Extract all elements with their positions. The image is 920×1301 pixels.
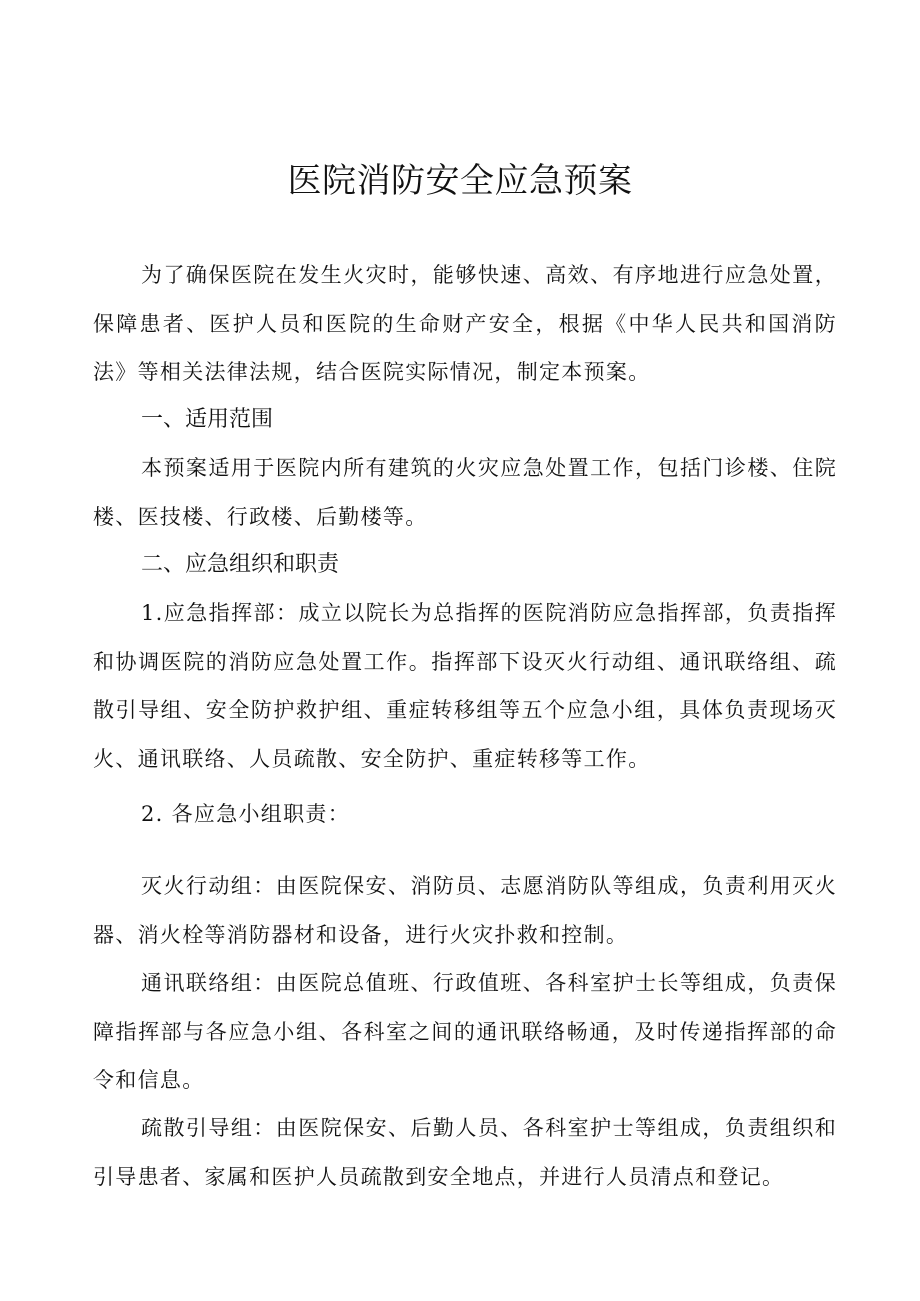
communication-group-paragraph: 通讯联络组：由医院总值班、行政值班、各科室护士长等组成，负责保障指挥部与各应急小组、各科室之间的通讯联络畅通，及时传递指挥部的命令和信息。	[93, 971, 837, 1092]
scope-paragraph: 本预案适用于医院内所有建筑的火灾应急处置工作，包括门诊楼、住院楼、医技楼、行政楼、后勤楼等。	[93, 456, 837, 529]
document-title: 医院消防安全应急预案	[287, 161, 633, 201]
intro-paragraph: 为了确保医院在发生火灾时，能够快速、高效、有序地进行应急处置，保障患者、医护人员和医院的生命财产安全，根据《中华人民共和国消防法》等相关法律法规，结合医院实际情况，制定本预案。	[93, 263, 837, 384]
evacuation-group-paragraph: 疏散引导组：由医院保安、后勤人员、各科室护士等组成，负责组织和引导患者、家属和医护人员疏散到安全地点，并进行人员清点和登记。	[93, 1116, 837, 1189]
command-center-paragraph: 1.应急指挥部：成立以院长为总指挥的医院消防应急指挥部，负责指挥和协调医院的消防应急处置工作。指挥部下设灭火行动组、通讯联络组、疏散引导组、安全防护救护组、重症转移组等五个应急小组，具体负责现场灭火、通讯联络、人员疏散、安全防护、重症转移等工作。	[93, 601, 837, 771]
firefighting-group-paragraph: 灭火行动组：由医院保安、消防员、志愿消防队等组成，负责利用灭火器、消火栓等消防器材和设备，进行火灾扑救和控制。	[93, 874, 837, 947]
group-duties-heading: 2. 各应急小组职责：	[141, 802, 351, 826]
section-heading-organization: 二、应急组织和职责	[141, 552, 340, 577]
section-heading-scope: 一、适用范围	[141, 407, 274, 432]
